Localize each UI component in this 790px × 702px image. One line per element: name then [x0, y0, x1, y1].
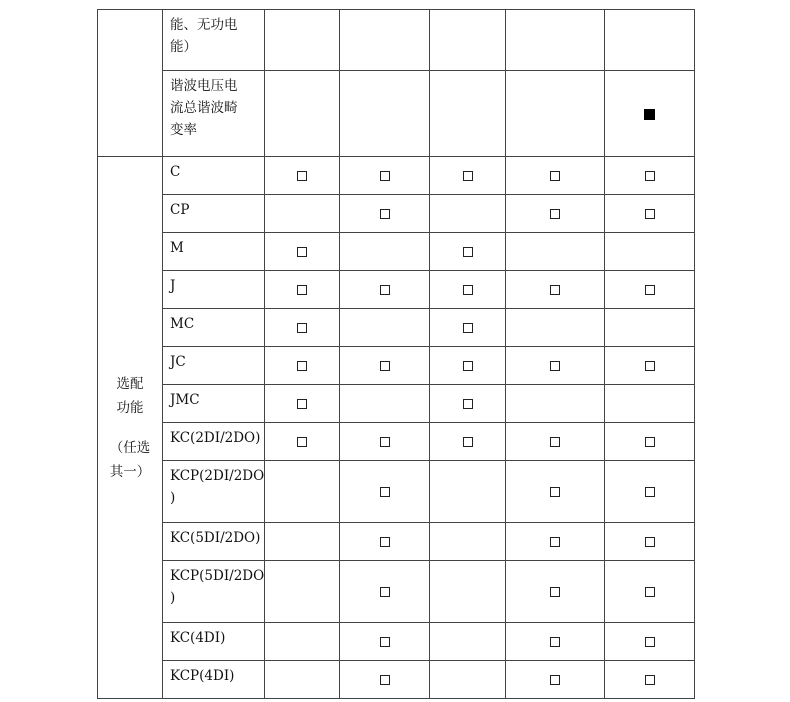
row-name: M	[170, 240, 184, 256]
empty-square-icon	[550, 675, 560, 685]
option-cell	[506, 661, 605, 699]
row-name: 谐波电压电 流总谐波畸 变率	[170, 78, 238, 138]
empty-square-icon	[297, 323, 307, 333]
table-row	[98, 623, 695, 661]
option-cell	[605, 661, 695, 699]
empty-square-icon	[463, 323, 473, 333]
row-name-cell	[163, 195, 265, 233]
option-cell	[506, 233, 605, 271]
option-cell	[265, 233, 340, 271]
option-cell	[340, 623, 430, 661]
empty-square-icon	[645, 171, 655, 181]
empty-square-icon	[380, 361, 390, 371]
option-cell	[340, 271, 430, 309]
empty-square-icon	[550, 637, 560, 647]
option-cell	[340, 347, 430, 385]
option-cell	[430, 71, 506, 157]
option-cell	[506, 71, 605, 157]
row-name: KCP(2DI/2DO )	[170, 468, 265, 506]
option-cell	[340, 523, 430, 561]
option-cell	[265, 309, 340, 347]
option-cell	[430, 10, 506, 71]
row-name: KC(5DI/2DO)	[170, 530, 261, 546]
filled-square-icon	[644, 109, 655, 120]
option-cell	[265, 385, 340, 423]
option-cell	[430, 523, 506, 561]
row-name: CP	[170, 202, 190, 218]
row-name-cell	[163, 309, 265, 347]
option-cell	[265, 423, 340, 461]
option-cell	[430, 347, 506, 385]
option-cell	[605, 233, 695, 271]
option-cell	[430, 271, 506, 309]
option-cell	[265, 195, 340, 233]
table-row	[98, 523, 695, 561]
empty-square-icon	[380, 437, 390, 447]
empty-square-icon	[550, 537, 560, 547]
option-cell	[340, 385, 430, 423]
empty-square-icon	[380, 675, 390, 685]
option-cell	[265, 10, 340, 71]
option-cell	[506, 461, 605, 523]
empty-square-icon	[380, 209, 390, 219]
option-cell	[430, 385, 506, 423]
empty-square-icon	[297, 247, 307, 257]
empty-square-icon	[380, 537, 390, 547]
section-label-optional-functions	[98, 157, 163, 699]
option-cell	[605, 195, 695, 233]
option-cell	[430, 623, 506, 661]
option-cell	[430, 461, 506, 523]
empty-square-icon	[645, 537, 655, 547]
row-name-cell	[163, 347, 265, 385]
row-name: KCP(5DI/2DO )	[170, 568, 265, 606]
empty-square-icon	[645, 675, 655, 685]
option-cell	[340, 71, 430, 157]
table-row	[98, 561, 695, 623]
row-name-cell	[163, 623, 265, 661]
option-cell	[430, 233, 506, 271]
table-row	[98, 10, 695, 71]
option-cell	[340, 561, 430, 623]
table-row	[98, 661, 695, 699]
option-cell	[605, 71, 695, 157]
option-cell	[265, 561, 340, 623]
row-name: 能、无功电 能）	[170, 17, 238, 55]
option-cell	[605, 10, 695, 71]
table-row	[98, 309, 695, 347]
table-row	[98, 195, 695, 233]
empty-square-icon	[550, 587, 560, 597]
empty-square-icon	[380, 285, 390, 295]
empty-square-icon	[645, 487, 655, 497]
option-cell	[605, 523, 695, 561]
option-cell	[265, 461, 340, 523]
table-row	[98, 71, 695, 157]
row-name: JMC	[170, 392, 200, 408]
option-cell	[605, 309, 695, 347]
section-label-line: 选配	[116, 375, 144, 392]
row-name-cell	[163, 385, 265, 423]
option-cell	[265, 271, 340, 309]
row-name: C	[170, 164, 181, 180]
option-cell	[506, 10, 605, 71]
option-cell	[340, 157, 430, 195]
option-cell	[605, 461, 695, 523]
empty-square-icon	[645, 209, 655, 219]
empty-square-icon	[645, 637, 655, 647]
empty-square-icon	[380, 171, 390, 181]
option-cell	[506, 523, 605, 561]
empty-square-icon	[645, 285, 655, 295]
option-cell	[430, 195, 506, 233]
empty-square-icon	[645, 587, 655, 597]
empty-square-icon	[297, 437, 307, 447]
option-cell	[340, 309, 430, 347]
option-cell	[605, 385, 695, 423]
table-row	[98, 157, 695, 195]
option-cell	[340, 10, 430, 71]
row-name-cell	[163, 523, 265, 561]
row-name: J	[170, 278, 176, 294]
option-cell	[506, 623, 605, 661]
row-name-cell	[163, 157, 265, 195]
row-name-cell	[163, 423, 265, 461]
empty-square-icon	[463, 247, 473, 257]
option-cell	[506, 347, 605, 385]
empty-square-icon	[463, 399, 473, 409]
option-cell	[265, 661, 340, 699]
option-cell	[506, 385, 605, 423]
option-cell	[506, 195, 605, 233]
option-cell	[605, 271, 695, 309]
row-name: KC(2DI/2DO)	[170, 430, 261, 446]
table-row	[98, 385, 695, 423]
option-cell	[265, 71, 340, 157]
empty-square-icon	[297, 285, 307, 295]
option-cell	[265, 623, 340, 661]
option-cell	[430, 157, 506, 195]
option-cell	[605, 157, 695, 195]
empty-square-icon	[297, 171, 307, 181]
row-name-cell	[163, 561, 265, 623]
option-cell	[506, 561, 605, 623]
table-row	[98, 423, 695, 461]
table-row	[98, 233, 695, 271]
section-label-line: 功能	[116, 399, 144, 416]
empty-square-icon	[645, 361, 655, 371]
table-row	[98, 461, 695, 523]
empty-square-icon	[297, 399, 307, 409]
option-cell	[430, 561, 506, 623]
row-name: KCP(4DI)	[170, 668, 235, 684]
empty-square-icon	[463, 361, 473, 371]
option-cell	[430, 423, 506, 461]
option-cell	[340, 195, 430, 233]
empty-square-icon	[380, 487, 390, 497]
empty-square-icon	[550, 209, 560, 219]
option-cell	[605, 623, 695, 661]
empty-square-icon	[380, 637, 390, 647]
row-name-cell	[163, 71, 265, 157]
row-name-cell	[163, 10, 265, 71]
option-cell	[265, 523, 340, 561]
row-name-cell	[163, 661, 265, 699]
option-cell	[506, 423, 605, 461]
empty-square-icon	[380, 587, 390, 597]
option-cell	[340, 461, 430, 523]
empty-square-icon	[550, 437, 560, 447]
row-name-cell	[163, 461, 265, 523]
empty-square-icon	[463, 437, 473, 447]
row-name: MC	[170, 316, 195, 332]
row-name-cell	[163, 233, 265, 271]
table-row	[98, 347, 695, 385]
empty-square-icon	[550, 171, 560, 181]
empty-square-icon	[297, 361, 307, 371]
option-cell	[265, 347, 340, 385]
option-cell	[430, 661, 506, 699]
empty-square-icon	[463, 171, 473, 181]
option-cell	[506, 309, 605, 347]
empty-square-icon	[550, 361, 560, 371]
empty-square-icon	[645, 437, 655, 447]
section-label	[98, 10, 163, 157]
option-cell	[430, 309, 506, 347]
row-name: KC(4DI)	[170, 630, 226, 646]
option-cell	[340, 233, 430, 271]
empty-square-icon	[463, 285, 473, 295]
option-cell	[605, 347, 695, 385]
table-row	[98, 271, 695, 309]
section-label-line: （任选	[109, 439, 151, 456]
option-cell	[265, 157, 340, 195]
empty-square-icon	[550, 487, 560, 497]
option-cell	[340, 661, 430, 699]
row-name: JC	[170, 354, 186, 370]
option-cell	[340, 423, 430, 461]
section-label-line: 其一）	[109, 463, 151, 480]
spec-table-body	[98, 10, 695, 699]
row-name-cell	[163, 271, 265, 309]
empty-square-icon	[550, 285, 560, 295]
option-cell	[506, 271, 605, 309]
option-cell	[605, 561, 695, 623]
spec-table	[97, 9, 695, 699]
option-cell	[605, 423, 695, 461]
option-cell	[506, 157, 605, 195]
